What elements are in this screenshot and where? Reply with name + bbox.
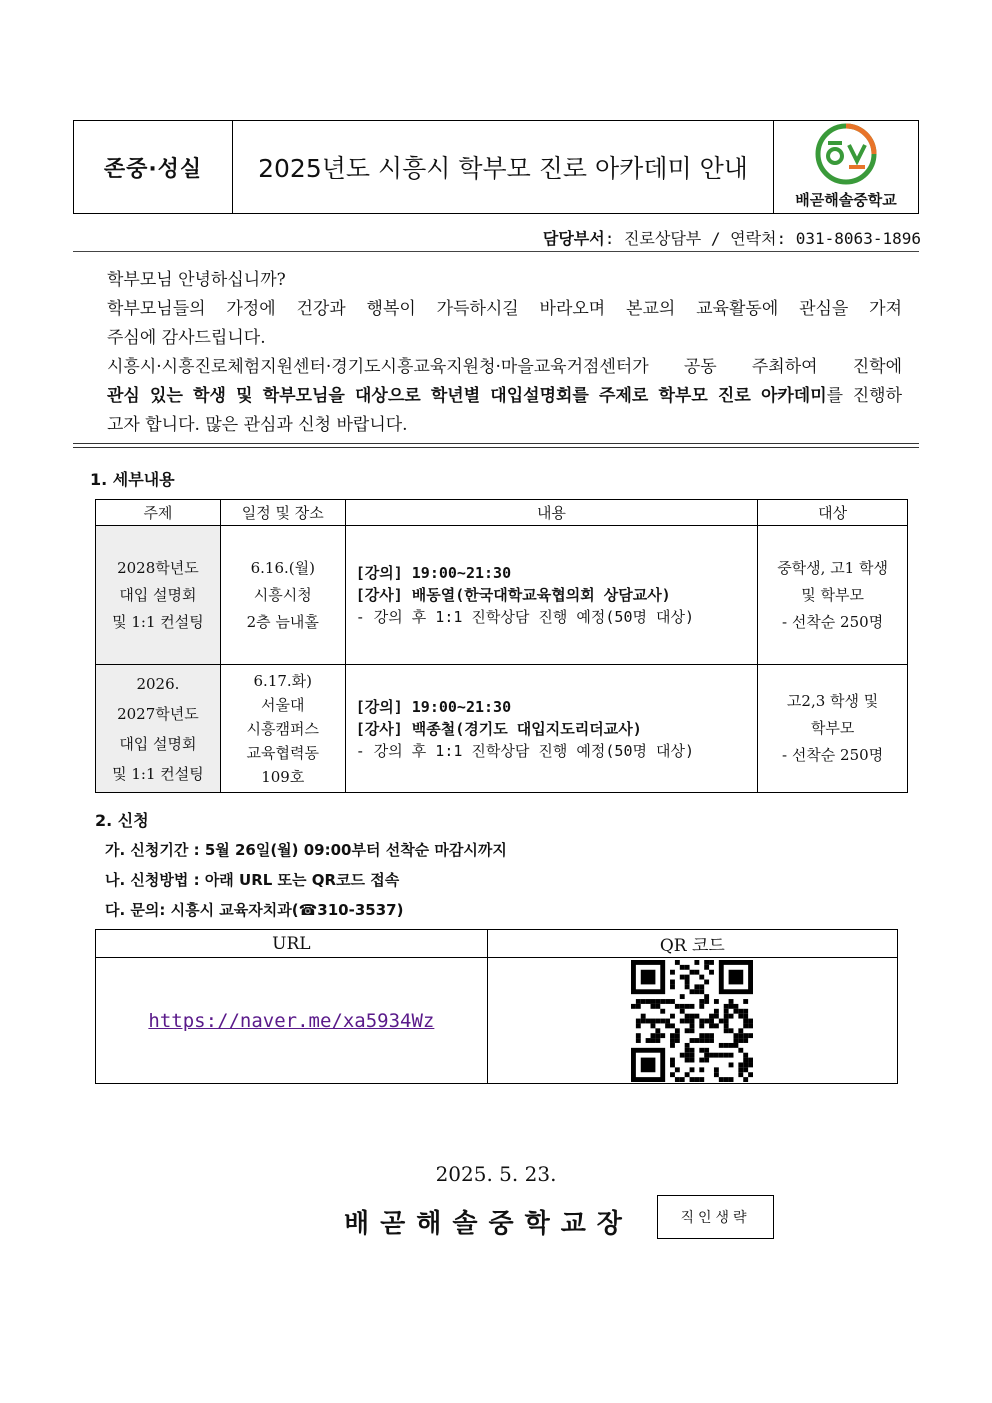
detail-table xyxy=(95,499,908,793)
url-table-row xyxy=(96,958,898,1084)
document-date: 2025. 5. 23. xyxy=(435,1162,557,1186)
column-header: 대상 xyxy=(758,500,908,526)
apply-method: 나. 신청방법 : 아래 URL 또는 QR코드 접속 xyxy=(105,871,400,889)
document-title: 2025년도 시흥시 학부모 진로 아카데미 안내 xyxy=(233,121,774,213)
schedule-line: 109호 xyxy=(261,767,305,786)
topic-line: 및 1:1 컨설팅 xyxy=(112,764,204,783)
greeting-bold: 관심 있는 학생 및 학부모님을 대상으로 학년별 대입설명회를 주제로 학부모 진로 아카데미 xyxy=(107,386,827,406)
double-divider xyxy=(73,443,919,448)
contact-line xyxy=(543,226,921,249)
qr-header: QR 코드 xyxy=(487,930,897,958)
schedule-line: 6.17.화) xyxy=(253,671,313,690)
column-header: 내용 xyxy=(345,500,757,526)
greeting-line: 주심에 감사드립니다. xyxy=(107,328,266,348)
topic-line: 대입 설명회 xyxy=(119,734,197,753)
target-line: - 선착순 250명 xyxy=(781,612,884,631)
speaker: [강사] 백종철(경기도 대입지도리더교사) xyxy=(355,719,642,738)
lecture-time: [강의] 19:00~21:30 xyxy=(355,697,512,716)
school-logo xyxy=(774,121,918,213)
url-table xyxy=(95,929,898,1084)
schedule-line: 시흥시청 xyxy=(253,585,312,604)
schedule-line: 시흥캠퍼스 xyxy=(246,719,319,738)
school-motto: 존중·성실 xyxy=(74,121,233,213)
dept-label: 담당부서 xyxy=(542,229,605,248)
divider xyxy=(73,251,919,252)
section1-heading: 1. 세부내용 xyxy=(90,470,175,489)
url-header: URL xyxy=(96,930,488,958)
target-line: 고2,3 학생 및 xyxy=(786,692,879,710)
greeting-line: 고자 합니다. 많은 관심과 신청 바랍니다. xyxy=(107,415,408,435)
lecture-time: [강의] 19:00~21:30 xyxy=(355,564,512,582)
topic-line: 2026. xyxy=(136,674,180,693)
url-cell xyxy=(96,958,488,1084)
target-cell xyxy=(758,665,908,793)
column-header: 주제 xyxy=(96,500,221,526)
table-row xyxy=(96,665,908,793)
greeting-line: 학부모님들의 가정에 건강과 행복이 가득하시길 바라오며 본교의 교육활동에 관심을 가져 xyxy=(107,299,902,319)
topic-line: 대입 설명회 xyxy=(119,585,197,604)
topic-line: 2027학년도 xyxy=(117,704,199,723)
header-box xyxy=(73,120,919,214)
target-line: 중학생, 고1 학생 xyxy=(777,558,888,577)
apply-url-link[interactable]: https://naver.me/xa5934Wz xyxy=(148,1009,435,1032)
greeting-line xyxy=(107,382,902,411)
schedule-cell xyxy=(220,526,345,665)
school-logo-name: 배곧해솔중학교 xyxy=(795,191,897,209)
schedule-line: 서울대 xyxy=(261,695,305,714)
content-cell xyxy=(345,665,757,793)
greeting-line: 학부모님 안녕하십니까? xyxy=(107,270,286,290)
target-line: 학부모 xyxy=(810,719,855,737)
school-emblem-icon xyxy=(811,121,881,187)
schedule-line: 6.16.(월) xyxy=(250,558,315,577)
apply-period: 가. 신청기간 : 5월 26일(월) 09:00부터 선착순 마감시까지 xyxy=(105,841,507,859)
qr-cell xyxy=(487,958,897,1084)
note: - 강의 후 1:1 진학상담 진행 예정(50명 대상) xyxy=(355,741,695,760)
target-line: - 선착순 250명 xyxy=(781,746,884,764)
topic-line: 2028학년도 xyxy=(117,558,199,577)
table-header-row xyxy=(96,500,908,526)
topic-cell xyxy=(96,665,221,793)
section2-heading: 2. 신청 xyxy=(95,811,149,830)
qr-code-icon[interactable] xyxy=(631,960,753,1082)
schedule-line: 교육협력동 xyxy=(246,743,319,762)
greeting-tail: 를 진행하 xyxy=(826,386,902,406)
topic-line: 및 1:1 컨설팅 xyxy=(112,612,204,631)
speaker: [강사] 배동열(한국대학교육협의회 상담교사) xyxy=(355,586,671,604)
target-cell xyxy=(758,526,908,665)
content-cell xyxy=(345,526,757,665)
url-table-header xyxy=(96,930,898,958)
seal-omitted-box: 직인생략 xyxy=(657,1195,774,1239)
greeting xyxy=(107,266,902,440)
schedule-cell xyxy=(220,665,345,793)
schedule-line: 2층 늠내홀 xyxy=(246,612,319,631)
dept-contact: : 진로상담부 / 연락처: 031-8063-1896 xyxy=(604,229,921,248)
topic-cell xyxy=(96,526,221,665)
principal-signature: 배곧해솔중학교장 xyxy=(344,1209,633,1239)
greeting-line: 시흥시·시흥진로체험지원센터·경기도시흥교육지원청·마을교육거점센터가 공동 주최하여 진학에 xyxy=(107,357,902,377)
table-row xyxy=(96,526,908,665)
apply-inquiry: 다. 문의: 시흥시 교육자치과(☎310-3537) xyxy=(105,901,404,919)
column-header: 일정 및 장소 xyxy=(220,500,345,526)
note: - 강의 후 1:1 진학상담 진행 예정(50명 대상) xyxy=(355,608,695,626)
target-line: 및 학부모 xyxy=(801,585,864,604)
